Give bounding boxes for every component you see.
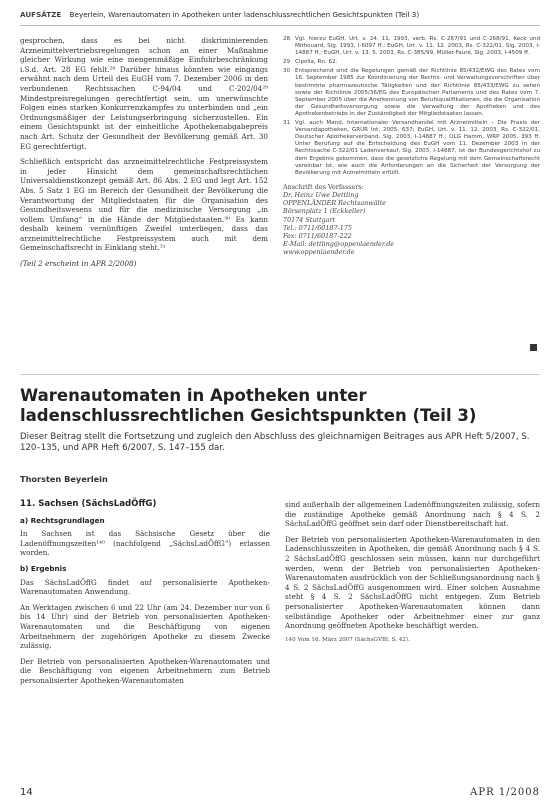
article-lead: Dieser Beitrag stellt die Fortsetzung und zugleich den Abschluss des gleichnamigen Beitrages aus APR Heft 5/2007, S. 120–135, und APR Heft 6/2007, S. 147–155 dar. — [20, 432, 530, 454]
footnote — [283, 120, 540, 177]
footnote — [283, 36, 540, 57]
footnote-140: 140 Vom 16. März 2007 (SächsGVBl. S. 42). — [285, 636, 410, 643]
article-author: Thorsten Beyerlein — [20, 474, 108, 484]
section-heading: 11. Sachsen (SächsLadÖffG) — [20, 499, 157, 509]
subsection-heading: a) Rechtsgrundlagen — [20, 515, 105, 525]
end-of-article-mark — [530, 344, 537, 351]
footnote — [283, 68, 540, 118]
address-line: Börsenplatz 1 (Eckkeller) — [283, 207, 366, 216]
address-line: Dr. Heinz Uwe Dettling — [283, 190, 359, 199]
body-paragraph: Der Betrieb von personalisierten Apotheken-Warenautomaten in den Ladenschlusszeiten in Apotheken, die gemäß Anordnung nach § 4 S. 2 SächsLadÖffG geschlossen sein müssen, kann nur durchgeführt werden, wenn der Betrieb von personalisierten Apotheken-Warenautomaten ausdrücklich von der Schließungsanordnung nach § 4 S. 2 SächsLadÖffG ausgenommen wird. Einer solchen Ausnahme steht § 4 S. 2 SächsLadÖffG nicht entgegen. Zum Betrieb personalisierter Apotheken-Warenautomaten können dann selbständige Apotheker oder Arbeitnehmer einer zur ganz Anordnung geöffneten Apotheke beschäftigt werden. — [285, 534, 540, 631]
lower-left-column — [20, 500, 270, 692]
footnote-text: Entsprechend sind die Regelungen gemäß der Richtlinie 85/432/EWG des Rates vom 16. September 1985 zur Koordinierung der Rechts- und Verwaltungsvorschriften über bestimmte pharmazeutische Tätigkeiten und der Richtlinie 85/433/EWG zu sehen sowie der Richtlinie 2005/36/EG des Europäischen Parlaments und des Rates vom 7. September 2005 über die Anerkennung von Berufsqualifikationen, die die Organisation der Gesundheitsversorgung sowie die Verwaltung der Apotheken und des Apothekenbetriebs in der Zuständigkeit der Mitgliedstaaten lassen. — [295, 68, 540, 117]
body-paragraph: gesprochen, dass es bei nicht diskriminierenden Arzneimittelvertriebsregelungen schon an einer Maßnahme gleicher Wirkung wie eine mengenmäßige Einfuhrbeschränkung i.S.d. Art. 28 EG fehlt.²⁸ Darüber hinaus könnten wie eingangs erwähnt nach dem Urteil des EuGH vom 7. Dezember 2006 in den verbundenen Rechtssachen C-94/04 und C-202/04²⁹ Mindestpreisregelungen gerechtfertigt sein, um unerwünschte Folgen eines starken Konkurrenzkampfes zu unterbinden und „ein Ordnungsmäßiger der Leistungserbringung sicherzustellen. Ein einem Gesichtspunkt ist der einheitliche Apothekenabgabepreis nach Art. Schutz der Gesundheit der Bevölkerung gemäß Art. 30 EG gerechtfertigt. — [20, 36, 268, 151]
footnote-number: 31 — [283, 120, 291, 127]
body-paragraph: An Werktagen zwischen 6 und 22 Uhr (am 24. Dezember nur von 6 bis 14 Uhr) sind der Betrieb von personalisierten Apotheken-Warenautomaten und die Beschäftigung von eigenen Arbeitnehmern der zugehörigen Apotheke zu diesem Zwecke zulässig. — [20, 602, 270, 651]
footnote-number: 30 — [283, 68, 291, 75]
subsection-heading: b) Ergebnis — [20, 563, 67, 573]
address-line: OPPENLÄNDER Rechtsanwälte — [283, 199, 386, 208]
body-paragraph: sind außerhalb der allgemeinen Ladenöffnungszeiten zulässig, sofern die zuständige Apotheke gemäß Anordnung nach § 4 S. 2 SächsLadÖffG geöffnet sein darf oder Dienstbereitschaft hat. — [285, 500, 540, 529]
footnote-number: 28 — [283, 36, 291, 42]
footnote-number: 29 — [283, 59, 291, 66]
running-title: Beyerlein, Warenautomaten in Apotheken unter ladenschlussrechtlichen Gesichtspunkten (Teil 3) — [69, 10, 420, 19]
footnotes-column — [283, 36, 540, 257]
lower-right-column — [285, 500, 540, 650]
continuation-note: (Teil 2 erscheint in APR 2/2008) — [20, 259, 137, 269]
article-title: Warenautomaten in Apotheken unter ladenschlussrechtlichen Gesichtspunkten (Teil 3) — [20, 386, 477, 425]
section-kicker: AUFSÄTZE — [20, 10, 62, 19]
footnote-text: Vgl. auch Mand, Internationaler Versandhandel mit Arzneimitteln – Die Praxis der Versandapotheken, GRUR Int. 2005, 637; EuGH, Urt. v. 11. 12. 2003, Rs. C-322/01, Deutscher Apothekerverband, Slg. 2003, I-14887 ff.; OLG Hamm, WRP 2005, 393 ff. Unter Berufung auf die Entscheidung des EuGH vom 11. Dezember 2003 in der Rechtssache C-322/01 Ladenverkauf, Slg. 2003, I-14887, ist der Bundesgerichtshof zu dem Ergebnis gekommen, dass die gesetzliche Regelung mit dem Gemeinschaftsrecht vereinbar ist, wie auch die Anforderungen an die Sicherheit der Versorgung der Bevölkerung mit Arzneimitteln erfüllt. — [295, 120, 540, 176]
address-website[interactable]: www.oppenlaender.de — [283, 248, 355, 257]
address-line: 70174 Stuttgart — [283, 215, 336, 224]
address-email[interactable]: E-Mail: dettling@oppenlaender.de — [283, 240, 395, 249]
page-number: 14 — [20, 787, 33, 798]
page-footer — [20, 787, 540, 801]
address-line: Tel.: 0711/60187-175 — [283, 223, 352, 232]
footnote — [283, 59, 540, 66]
footnote-text: Vgl. hierzu EuGH, Urt. v. 24. 11. 1993, verb. Rs. C-267/91 und C-268/91, Keck und Mithouard, Slg. 1993, I-6097 ff.; EuGH, Urt. v. 11. 12. 2003, Rs. C-322/01, Slg. 2003, I-14887 ff.; EuGH, Urt. v. 13. 5. 2003, Rs. C-385/99, Müller-Fauré, Slg. 2003, I-4509 ff. — [295, 36, 540, 57]
address-label: Anschrift des Verfassers: — [283, 182, 364, 191]
address-line: Fax: 0711/60187-222 — [283, 232, 352, 240]
article-divider — [20, 374, 540, 375]
issue-label: APR 1/2008 — [470, 787, 540, 798]
body-paragraph: Schließlich entspricht das arzneimittelrechtliche Festpreissystem in jeder Hinsicht dem gemeinschaftsrechtlichen Universaldienstkonzept gemäß Art. 86 Abs. 2 EG und legt Art. 152 Abs. 5 Satz 1 EG im Bereich der Gesundheit der Bevölkerung die Verantwortung der Mitgliedstaaten für die Organisation des Gesundheitswesens und für die medizinische Versorgung „in vollem Umfang“ in die Hände der Mitgliedstaaten.³⁰ Es kann deshalb keinem vernünftigen Zweifel unterliegen, dass das arzneimittelrechtliche Festpreissystem auch mit dem Gemeinschaftsrecht in Einklang steht.³¹ — [20, 157, 268, 253]
body-paragraph: In Sachsen ist das Sächsische Gesetz über die Ladenöffnungszeiten¹⁴⁰ (nachfolgend „SächsLadÖffG“) erlassen worden. — [20, 529, 270, 558]
body-paragraph: Das SächsLadÖffG findet auf personalisierte Apotheken-Warenautomaten Anwendung. — [20, 577, 270, 597]
footnote-text: Cipolla, Rn. 62. — [295, 59, 338, 66]
running-header — [20, 10, 540, 26]
upper-left-column — [20, 36, 268, 275]
author-address — [283, 183, 540, 257]
body-paragraph: Der Betrieb von personalisierten Apotheken-Warenautomaten und die Beschäftigung von eigenen Arbeitnehmern zum Betrieb personalisierter Apotheken-Warenautomaten — [20, 656, 270, 685]
